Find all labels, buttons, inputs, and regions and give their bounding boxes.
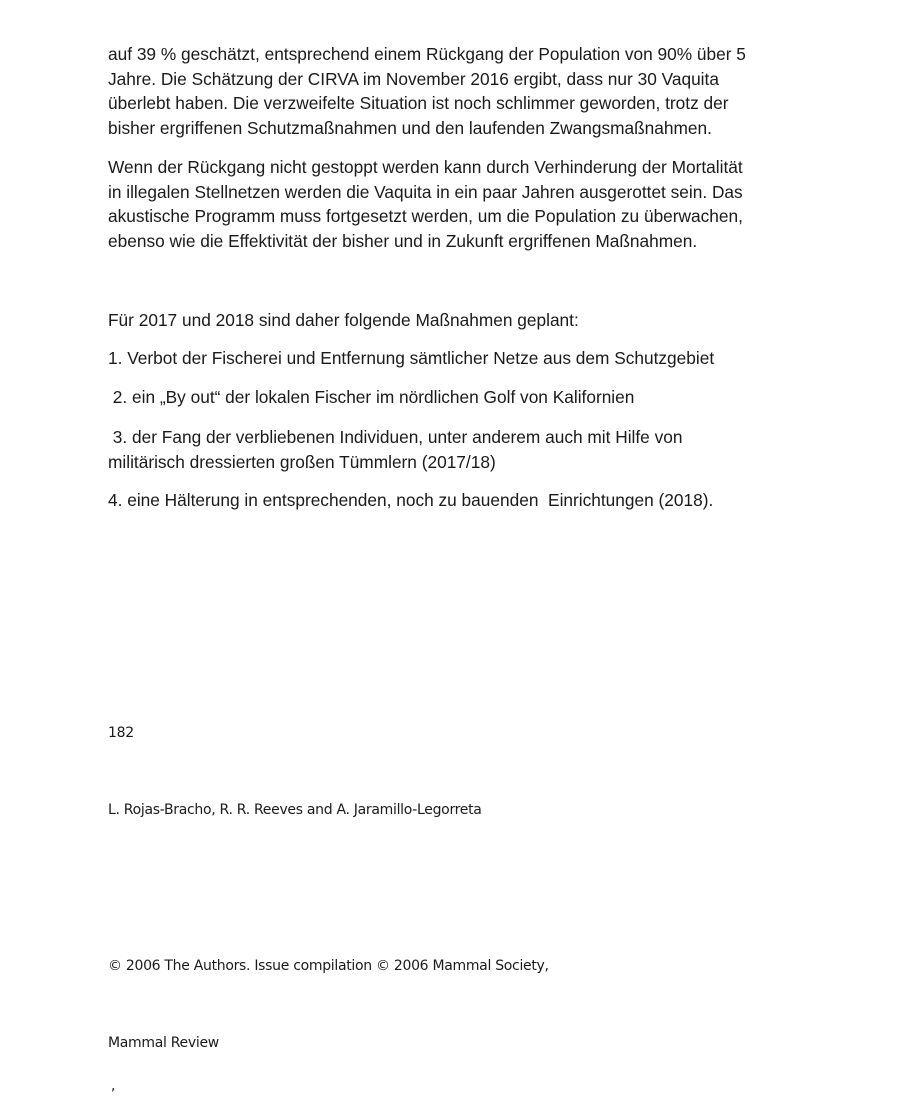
paragraph-extinction-risk [108,155,743,253]
text-line: in illegalen Stellnetzen werden die Vaquita in ein paar Jahren ausgerottet sein. Das [108,181,743,202]
text-line: ebenso wie die Effektivität der bisher und in Zukunft ergriffenen Maßnahmen. [108,230,698,251]
text-line: 4. eine Hälterung in entsprechenden, noch zu bauenden Einrichtungen (2018). [108,490,714,510]
measure-item-3 [108,425,682,474]
text-line: überlebt haben. Die verzweifelte Situation ist noch schlimmer geworden, trotz der [108,93,729,113]
text-line: 1. Verbot der Fischerei und Entfernung sämtlicher Netze aus dem Schutzgebiet [108,348,715,368]
text-line: bisher ergriffenen Schutzmaßnahmen und den laufenden Zwangsmaßnahmen. [108,117,712,138]
text-line: 3. der Fang der verbliebenen Individuen, unter anderem auch mit Hilfe von [108,427,683,447]
author-list: L. Rojas-Bracho, R. R. Reeves and A. Jaramillo-Legorreta [108,802,482,818]
measure-item-2 [108,385,634,410]
text-line: Jahre. Die Schätzung der CIRVA im November 2016 ergibt, dass nur 30 Vaquita [108,68,719,89]
copyright-notice: © 2006 The Authors. Issue compilation © 2006 Mammal Society, [108,958,549,974]
measure-item-1 [108,346,714,371]
text-line: 2. ein „By out“ der lokalen Fischer im nördlichen Golf von Kalifornien [108,387,635,407]
text-line: akustische Programm muss fortgesetzt werden, um die Population zu überwachen, [108,206,743,226]
paragraph-population-decline [108,42,746,140]
text-line: Wenn der Rückgang nicht gestoppt werden kann durch Verhinderung der Mortalität [108,157,743,177]
trailing-punctuation: , [111,1078,116,1094]
text-line: Für 2017 und 2018 sind daher folgende Maßnahmen geplant: [108,310,579,330]
page-number: 182 [108,725,134,741]
text-line: militärisch dressierten großen Tümmlern (2017/18) [108,451,496,472]
text-line: auf 39 % geschätzt, entsprechend einem Rückgang der Population von 90% über 5 [108,44,746,64]
journal-name: Mammal Review [108,1035,219,1051]
measures-intro [108,308,579,333]
measure-item-4 [108,488,713,513]
